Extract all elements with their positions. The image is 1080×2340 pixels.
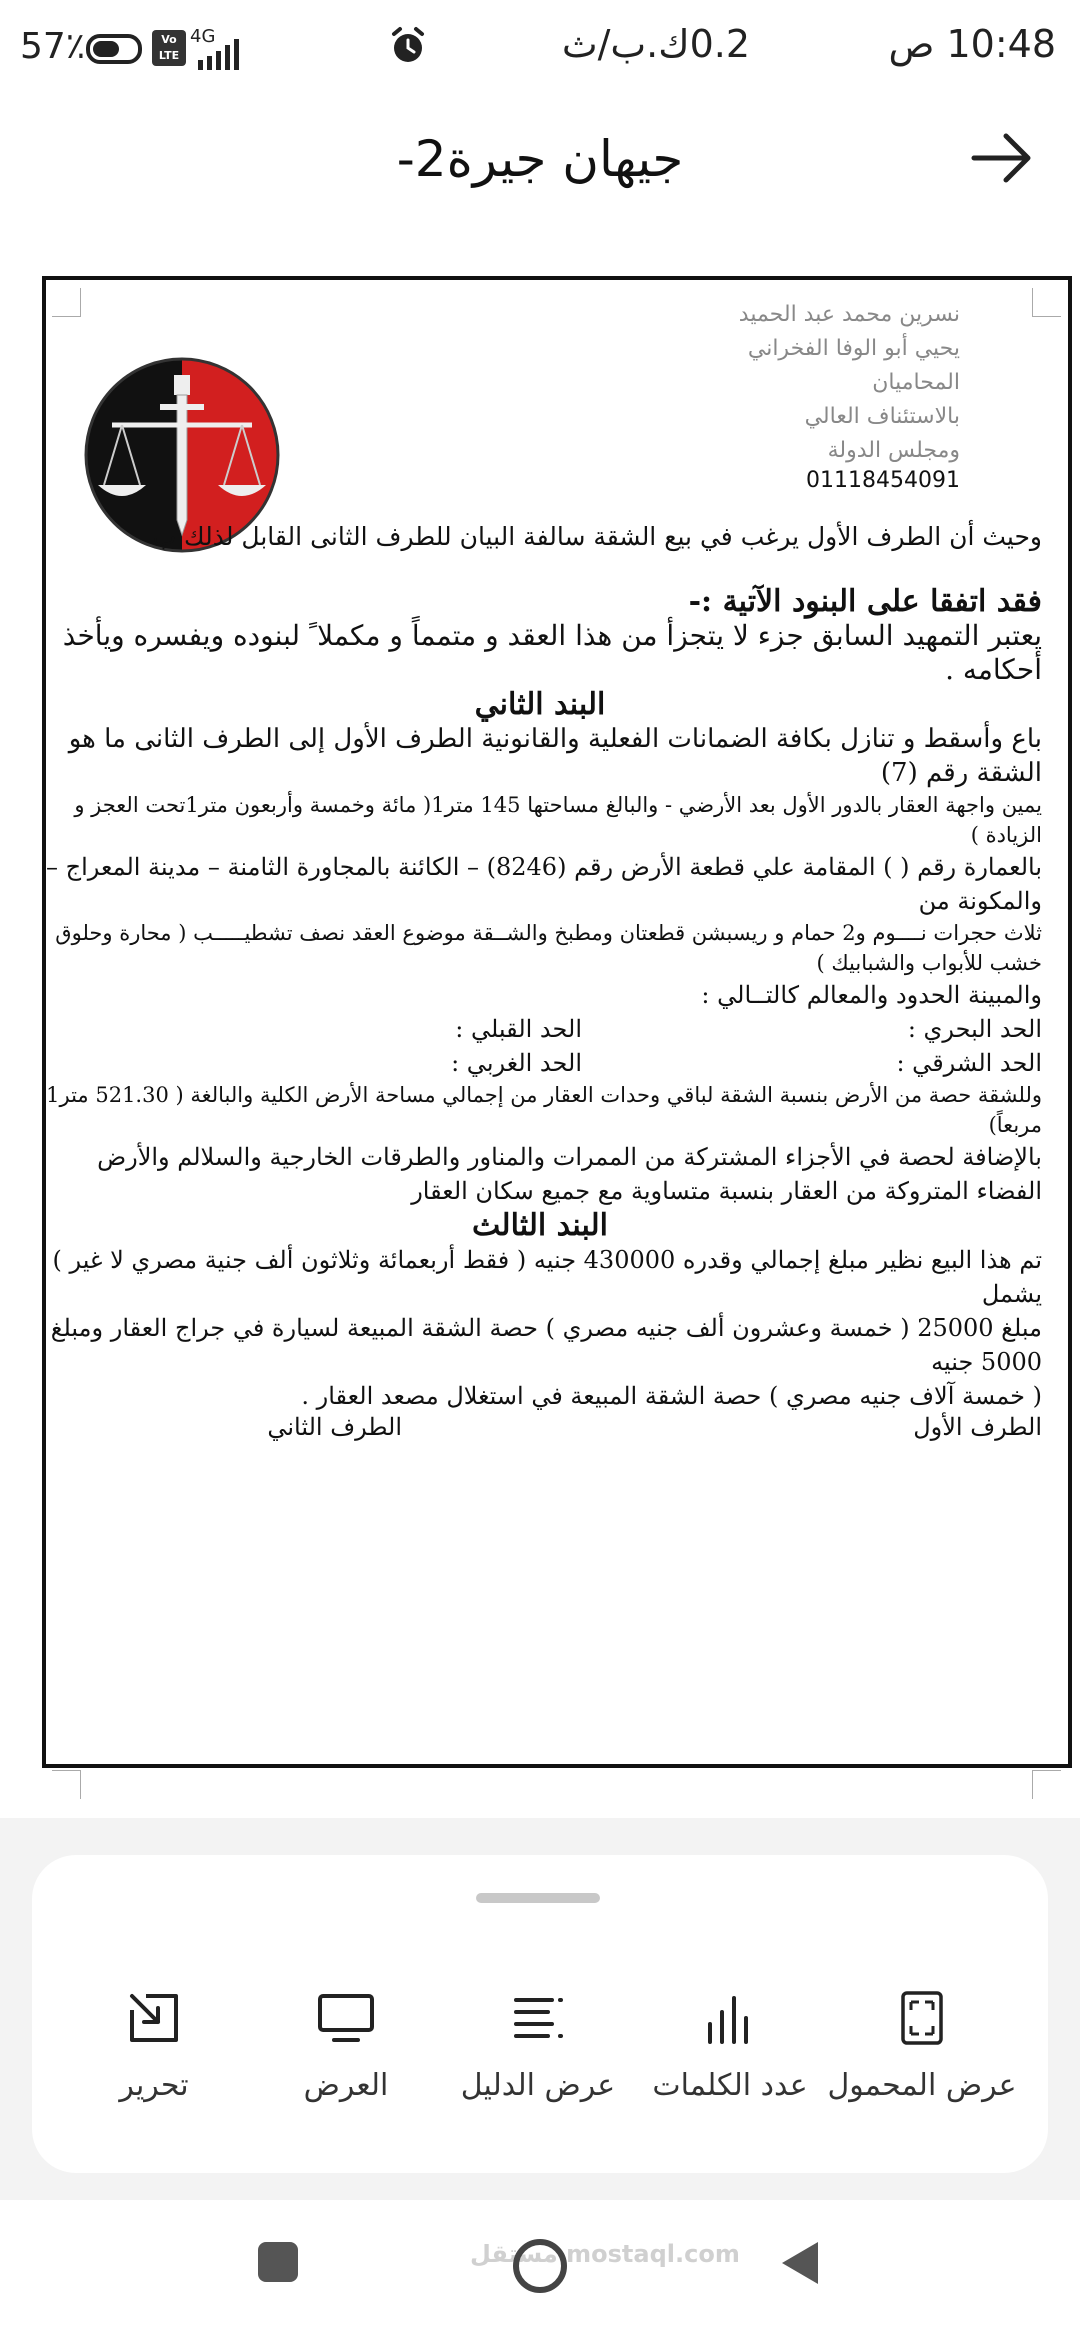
mobile-view-icon bbox=[897, 1990, 947, 2046]
edit-button[interactable] bbox=[54, 1990, 254, 2103]
edit-label: تحرير bbox=[119, 2068, 189, 2103]
boundary-west: الحد الغربي : bbox=[451, 1049, 582, 1077]
mobile-view-button[interactable] bbox=[822, 1990, 1022, 2103]
agreed-heading: فقد اتفقا على البنود الآتية :- bbox=[688, 584, 1042, 619]
preamble-paragraph: يعتبر التمهيد السابق جزء لا يتجزأ من هذا العقد و متمماً و مكملا ً لبنوده ويفسره ويأخذ أحكامه . bbox=[62, 619, 1042, 686]
word-count-label: عدد الكلمات bbox=[652, 2068, 808, 2103]
alarm-icon bbox=[388, 26, 428, 66]
page-corner-mark bbox=[52, 288, 81, 317]
boundary-east: الحد الشرقي : bbox=[896, 1049, 1042, 1077]
party-one-label: الطرف الأول bbox=[913, 1413, 1042, 1441]
battery-icon bbox=[86, 34, 142, 64]
mobile-view-label: عرض المحمول bbox=[827, 2068, 1017, 2103]
phone-number: 01118454091 bbox=[806, 468, 960, 493]
word-count-button[interactable] bbox=[630, 1990, 830, 2103]
section-three-title: البند الثالث bbox=[471, 1208, 609, 1243]
home-icon[interactable] bbox=[510, 2236, 570, 2296]
page-corner-mark bbox=[52, 1770, 81, 1799]
present-button[interactable] bbox=[246, 1990, 446, 2103]
section-two-line: ثلاث حجرات نــــوم و2 حمام و ريسبشن قطعتان ومطبخ والشــقة موضوع العقد نصف تشطيـــــب ( محارة وحلوق خشب للأبواب والشبابيك ) bbox=[55, 921, 1042, 975]
volte-icon: Vo LTE bbox=[152, 30, 186, 66]
battery-percent: 57٪ bbox=[20, 26, 86, 67]
section-two-line: باع وأسقط و تنازل بكافة الضمانات الفعلية والقانونية الطرف الأول إلى الطرف الثانى ما هو الشقة رقم (7) bbox=[68, 724, 1042, 788]
present-icon bbox=[316, 1990, 376, 2046]
letterhead-line: المحاميان bbox=[872, 370, 960, 395]
network-type: 4G bbox=[190, 26, 216, 47]
data-rate: 0.2ك.ب/ث bbox=[561, 22, 750, 66]
letterhead-line: بالاستئناف العالي bbox=[804, 404, 960, 429]
section-two-title: البند الثاني bbox=[474, 687, 606, 722]
clock: 10:48 ص bbox=[888, 22, 1056, 66]
recents-icon[interactable] bbox=[256, 2240, 300, 2284]
app-header bbox=[0, 100, 1080, 220]
section-two-line: بالعمارة رقم ( ) المقامة علي قطعة الأرض رقم (8246) – الكائنة بالمجاورة الثامنة – مدينة المعراج – والمكونة من bbox=[45, 853, 1042, 915]
page-corner-mark bbox=[1032, 288, 1061, 317]
section-three-line: مبلغ 25000 ( خمسة وعشرون ألف جنيه مصري ) حصة الشقة المبيعة لسيارة في جراج العقار ومبلغ 5000 جنيه bbox=[50, 1314, 1042, 1376]
section-two-line: بالإضافة لحصة في الأجزاء المشتركة من الممرات والمناور والطرقات الخارجية والسلالم والأرض الفضاء المتروكة من العقار بنسبة متساوية مع جميع سكان العقار bbox=[97, 1143, 1042, 1205]
signatures bbox=[38, 1413, 1042, 1453]
back-arrow-icon[interactable] bbox=[966, 128, 1038, 188]
present-label: العرض bbox=[303, 2068, 389, 2103]
word-count-icon bbox=[702, 1990, 758, 2046]
section-two-line: وللشقة حصة من الأرض بنسبة الشقة لباقي وحدات العقار من إجمالي مساحة الأرض الكلية والبالغة ( 521.30 متر1 مربعاً) bbox=[46, 1083, 1042, 1137]
watermark: مستقل mostaql.com bbox=[470, 2240, 740, 2268]
intro-paragraph: وحيث أن الطرف الأول يرغب في بيع الشقة سالفة البيان للطرف الثانى القابل لذلك ب bbox=[152, 522, 1042, 551]
page-corner-mark bbox=[1032, 1770, 1061, 1799]
outline-icon bbox=[510, 1990, 566, 2046]
outline-label: عرض الدليل bbox=[460, 2068, 616, 2103]
outline-button[interactable] bbox=[438, 1990, 638, 2103]
page-title: جيهان جيرة2- bbox=[396, 130, 684, 188]
edit-icon bbox=[126, 1990, 182, 2046]
section-two-line: يمين واجهة العقار بالدور الأول بعد الأرضي - والبالغ مساحتها 145 متر1( مائة وخمسة وأربعون متر1تحت العجز و الزيادة ) bbox=[74, 793, 1042, 847]
boundary-north: الحد البحري : bbox=[907, 1015, 1042, 1043]
back-nav-icon[interactable] bbox=[778, 2238, 822, 2288]
boundaries bbox=[38, 1012, 1042, 1080]
letterhead bbox=[560, 298, 960, 493]
letterhead-line: يحيي أبو الوفا الفخراني bbox=[747, 336, 960, 361]
section-three-line: تم هذا البيع نظير مبلغ إجمالي وقدره 430000 جنيه ( فقط أربعمائة وثلاثون ألف جنية مصري لا غير ) يشمل bbox=[52, 1246, 1042, 1308]
party-two-label: الطرف الثاني bbox=[267, 1413, 402, 1441]
contract-body bbox=[38, 520, 1042, 1453]
letterhead-line: ومجلس الدولة bbox=[827, 438, 960, 463]
signal-icon bbox=[196, 38, 256, 70]
boundary-south: الحد القبلي : bbox=[455, 1015, 582, 1043]
section-three-line: ( خمسة آلاف جنيه مصري ) حصة الشقة المبيعة في استغلال مصعد العقار . bbox=[301, 1382, 1042, 1410]
letterhead-line: نسرين محمد عبد الحميد bbox=[738, 302, 960, 327]
section-two-line: والمبينة الحدود والمعالم كالتــالي : bbox=[701, 981, 1042, 1009]
status-bar bbox=[0, 0, 1080, 100]
drag-handle[interactable] bbox=[476, 1893, 600, 1903]
